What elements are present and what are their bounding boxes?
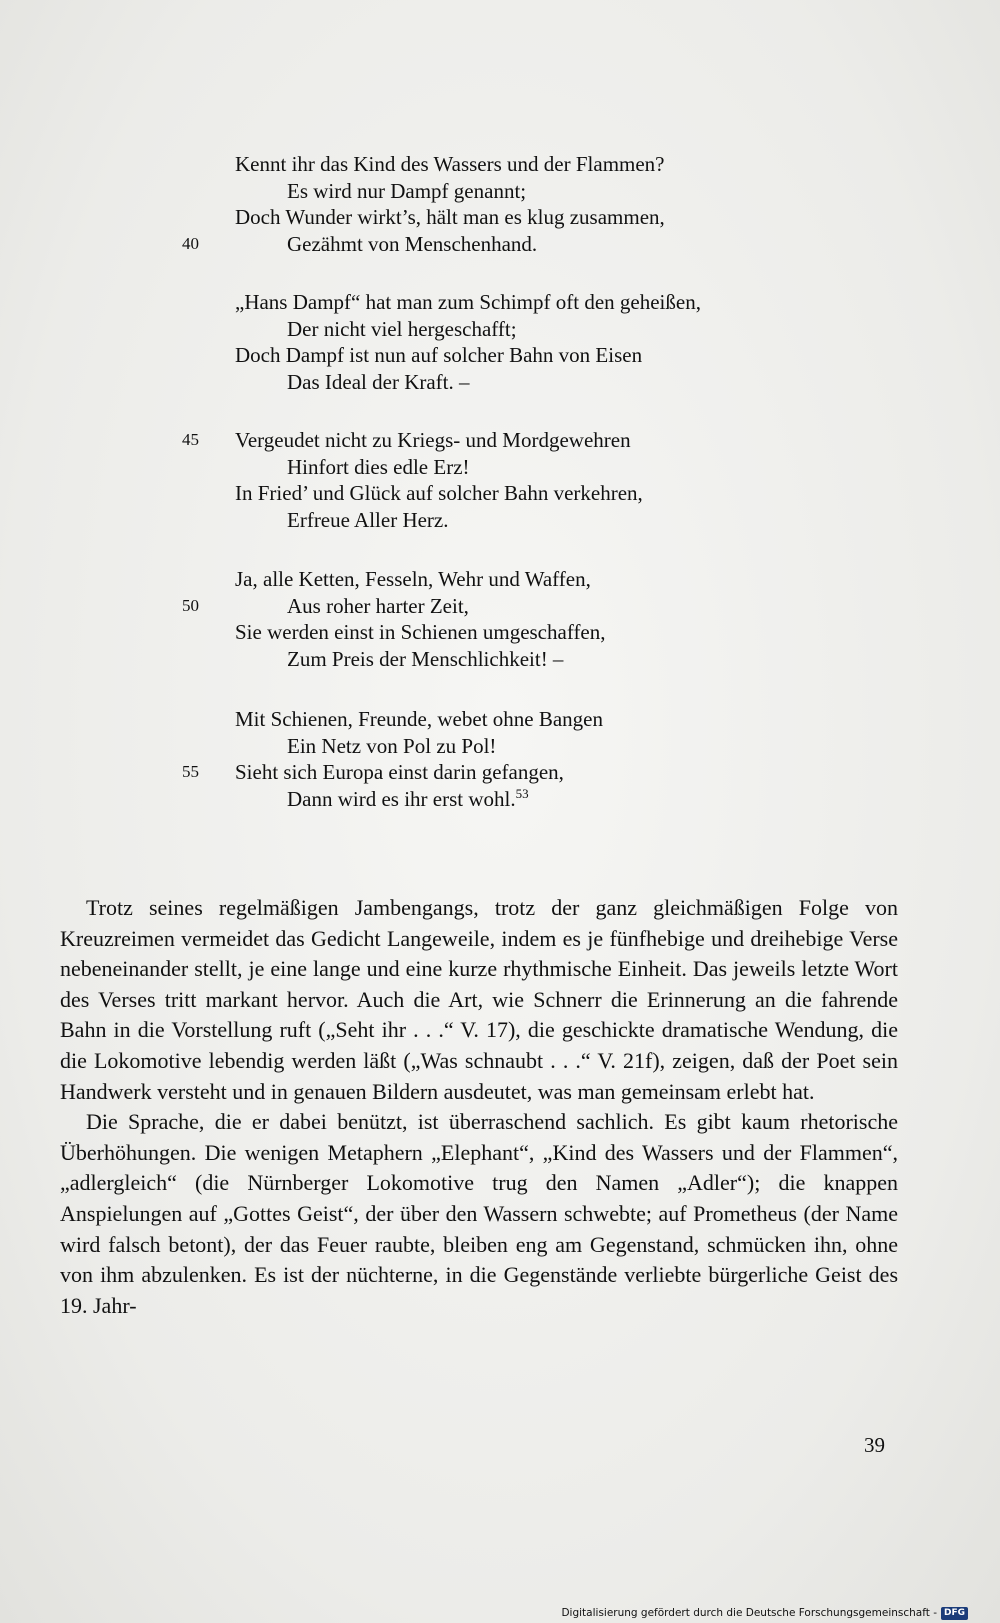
poem-line-text: Ein Netz von Pol zu Pol! xyxy=(287,733,497,758)
prose-paragraph: Die Sprache, die er dabei benützt, ist überraschend sachlich. Es gibt kaum rhetorische Überhöhungen. Die wenigen Metaphern „Elephant“, „Kind des Wassers und der Flammen“, „adlergleich“ (die Nürnberger Lokomotive trug den Namen „Adler“); die knappen Anspielungen auf „Gottes Geist“, der über den Wassern schwebte; auf Prometheus (der Name wird falsch betont), der das Feuer raubte, bleiben eng am Gegenstand, schmücken ihn, ohne von ihm abzulenken. Es ist der nüchterne, in die Gegenstände verliebte bürgerliche Geist des 19. Jahr- xyxy=(60,1109,898,1318)
poem-line xyxy=(235,618,606,646)
poem-line-text: Vergeudet nicht zu Kriegs- und Mordgewehren xyxy=(235,428,631,452)
page-number: 39 xyxy=(864,1433,885,1457)
line-number: 40 xyxy=(182,233,199,253)
poem-line-text: Gezähmt von Menschenhand. xyxy=(287,231,538,256)
poem-line-text: Doch Dampf ist nun auf solcher Bahn von Eisen xyxy=(235,343,643,367)
poem-line xyxy=(235,479,643,507)
poem-line xyxy=(235,705,603,733)
poem-line xyxy=(235,150,665,178)
poem-line-text: Mit Schienen, Freunde, webet ohne Bangen xyxy=(235,707,603,731)
prose-paragraph: Trotz seines regelmäßigen Jambengangs, trotz der ganz gleichmäßigen Folge von Kreuzreimen vermeidet das Gedicht Langeweile, indem es je fünfhebige und dreihebige Verse nebeneinander stellt, je eine lange und eine kurze rhythmische Einheit. Das jeweils letzte Wort des Verses tritt markant hervor. Auch die Art, wie Schnerr die Erinnerung an die fahrende Bahn in die Vorstellung ruft („Seht ihr . . .“ V. 17), die geschickte dramatische Wendung, die die Lokomotive lebendig werden läßt („Was schnaubt . . .“ V. 21f), zeigen, daß der Poet sein Handwerk versteht und in genauen Bildern ausdeutet, was man gemeinsam erlebt hat. xyxy=(60,895,898,1104)
prose-body xyxy=(60,893,898,1321)
poem-line-text: Ja, alle Ketten, Fesseln, Wehr und Waffen, xyxy=(235,567,591,591)
poem-line xyxy=(235,341,642,369)
poem-line xyxy=(235,758,564,786)
poem-line-text: In Fried’ und Glück auf solcher Bahn verkehren, xyxy=(235,481,643,505)
poem-line xyxy=(235,565,591,593)
poem-line-text: Sie werden einst in Schienen umgeschaffen, xyxy=(235,620,606,644)
poem-line xyxy=(287,177,526,205)
line-number: 55 xyxy=(182,762,199,781)
dfg-logo: DFG xyxy=(941,1607,968,1620)
poem-line-text: Dann wird es ihr erst wohl. xyxy=(287,786,516,811)
poem-line-text: Doch Wunder wirkt’s, hält man es klug zusammen, xyxy=(235,205,665,229)
line-number: 45 xyxy=(182,430,199,449)
poem-line xyxy=(235,426,631,454)
footnote-marker: 53 xyxy=(515,785,529,801)
poem-line-text: Hinfort dies edle Erz! xyxy=(287,454,470,479)
digitization-footer xyxy=(561,1604,968,1622)
poem-line-text: Aus roher harter Zeit, xyxy=(287,593,469,618)
line-number: 50 xyxy=(182,595,199,615)
poem-line-text: Es wird nur Dampf genannt; xyxy=(287,178,527,203)
poem-line-text: Kennt ihr das Kind des Wassers und der Flammen? xyxy=(235,152,665,176)
poem-line xyxy=(287,230,537,258)
footer-credit: Digitalisierung gefördert durch die Deutsche Forschungsgemeinschaft - xyxy=(561,1607,937,1619)
poem-line xyxy=(287,732,496,760)
poem-line xyxy=(287,592,469,620)
poem-line-text: Zum Preis der Menschlichkeit! – xyxy=(287,646,564,671)
poem-line xyxy=(287,315,517,343)
poem-line-text: Der nicht viel hergeschafft; xyxy=(287,316,517,341)
poem-line-text: Das Ideal der Kraft. – xyxy=(287,369,470,394)
poem-line xyxy=(287,645,563,673)
poem-line xyxy=(287,785,529,813)
poem-line xyxy=(235,203,665,231)
poem-line-text: Sieht sich Europa einst darin gefangen, xyxy=(235,760,564,784)
poem-line xyxy=(287,368,470,396)
poem-line xyxy=(235,288,701,316)
poem-line-text: „Hans Dampf“ hat man zum Schimpf oft den geheißen, xyxy=(235,290,701,314)
poem-line-text: Erfreue Aller Herz. xyxy=(287,507,449,532)
poem-line xyxy=(287,506,449,534)
poem-line xyxy=(287,453,470,481)
